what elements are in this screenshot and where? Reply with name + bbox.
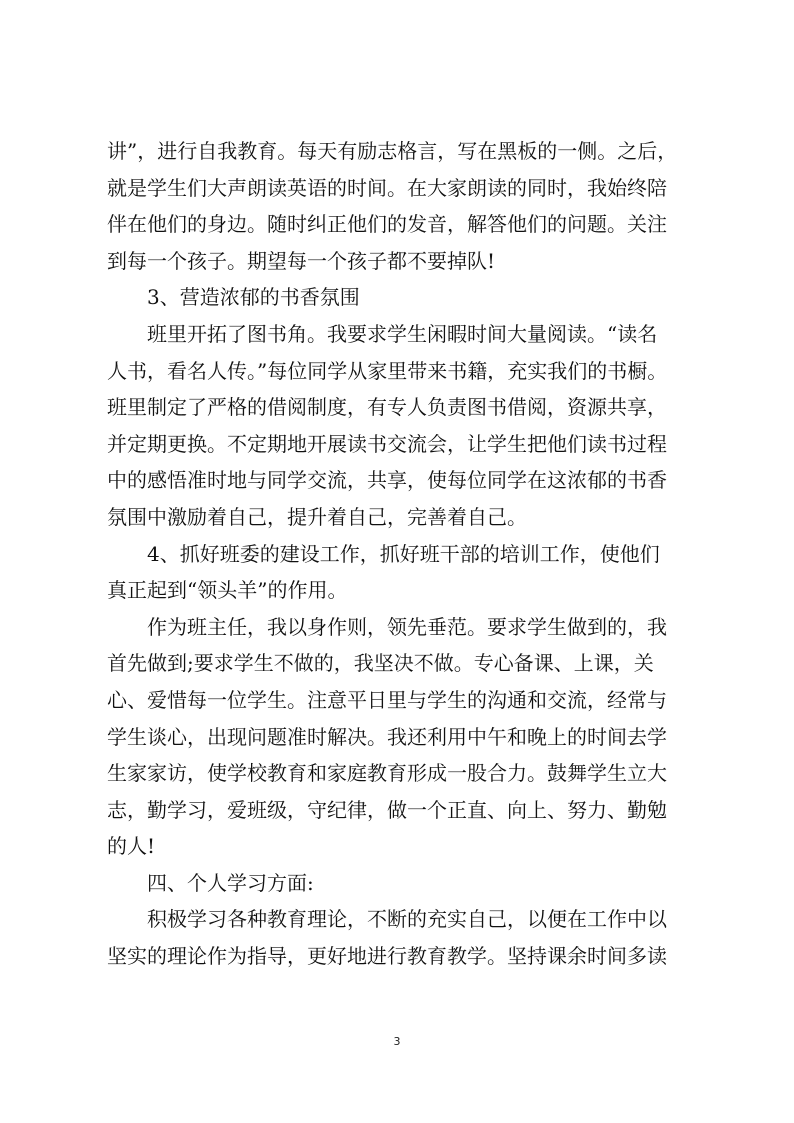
text-line: 班里开拓了图书角。我要求学生闲暇时间大量阅读。“读名 [107, 321, 658, 346]
page-number: 3 [393, 1035, 401, 1048]
text-line: 心、爱惜每一位学生。注意平日里与学生的沟通和交流，经常与 [107, 687, 667, 712]
text-line: 的人! [107, 834, 156, 859]
text-line: 氛围中激励着自己，提升着自己，完善着自己。 [107, 504, 527, 529]
body-text [107, 133, 693, 975]
section-heading: 4、抓好班委的建设工作，抓好班干部的培训工作，使他们 [107, 541, 660, 566]
text-line: 人书，看名人传。”每位同学从家里带来书籍，充实我们的书橱。 [107, 358, 668, 383]
section-heading: 3、营造浓郁的书香氛围 [107, 285, 360, 310]
text-line: 首先做到;要求学生不做的，我坚决不做。专心备课、上课，关 [107, 651, 654, 676]
text-line: 中的感悟准时地与同学交流，共享，使每位同学在这浓郁的书香 [107, 468, 667, 493]
section-heading: 四、个人学习方面: [107, 870, 314, 895]
text-line: 班里制定了严格的借阅制度，有专人负责图书借阅，资源共享， [107, 395, 667, 420]
text-line: 伴在他们的身边。随时纠正他们的发音，解答他们的问题。关注 [107, 212, 667, 237]
text-line: 积极学习各种教育理论，不断的充实自己，以便在工作中以 [107, 907, 667, 932]
text-line: 学生谈心，出现问题准时解决。我还利用中午和晚上的时间去学 [107, 724, 667, 749]
text-line: 到每一个孩子。期望每一个孩子都不要掉队! [107, 248, 496, 273]
text-line: 并定期更换。不定期地开展读书交流会，让学生把他们读书过程 [107, 431, 667, 456]
text-line: 志，勤学习，爱班级，守纪律，做一个正直、向上、努力、勤勉 [107, 797, 667, 822]
text-line: 讲”，进行自我教育。每天有励志格言，写在黑板的一侧。之后， [107, 139, 678, 163]
text-line: 作为班主任，我以身作则，领先垂范。要求学生做到的，我 [107, 614, 667, 639]
text-line: 就是学生们大声朗读英语的时间。在大家朗读的同时，我始终陪 [107, 175, 667, 200]
text-line: 坚实的理论作为指导，更好地进行教育教学。坚持课余时间多读 [107, 944, 667, 969]
text-line: 生家家访，使学校教育和家庭教育形成一股合力。鼓舞学生立大 [107, 761, 667, 786]
text-line: 真正起到“领头羊”的作用。 [107, 578, 348, 603]
